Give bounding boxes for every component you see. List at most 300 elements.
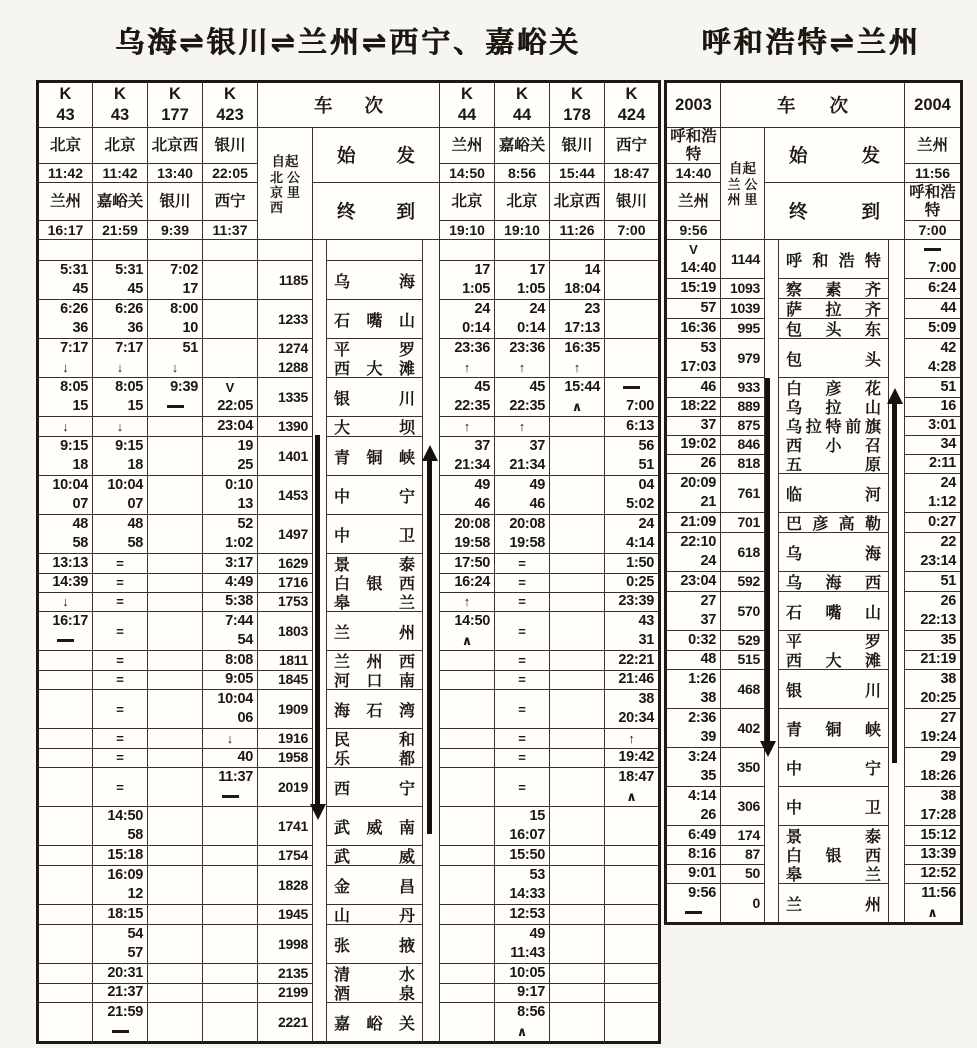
station-char: 石	[366, 702, 383, 720]
station-row	[38, 807, 660, 846]
time-value: 15	[72, 398, 88, 414]
cell-lines	[605, 554, 658, 611]
time-cell	[605, 651, 660, 690]
cell-lines	[495, 240, 549, 260]
time-value: 11:56	[921, 885, 956, 901]
station-name	[327, 592, 422, 611]
time-value: 51	[940, 379, 956, 395]
station-char: 彦	[825, 381, 842, 398]
station-char: 召	[864, 438, 881, 455]
km-label-top: 自起	[729, 161, 756, 176]
arrive-label-cell	[313, 183, 440, 240]
time-value: 1629	[278, 555, 308, 571]
time-value: 20:31	[107, 965, 143, 981]
time-cell	[550, 925, 605, 964]
station-row	[38, 261, 660, 300]
time-value	[148, 554, 202, 573]
time-cell	[440, 515, 495, 554]
station-name-cell	[779, 299, 889, 319]
cell-lines	[550, 807, 604, 845]
cell-lines	[721, 339, 764, 377]
time-value: 8:00	[170, 301, 198, 317]
cell-lines	[203, 846, 257, 865]
cell-lines	[203, 339, 257, 377]
time-cell	[550, 768, 605, 807]
time-value: 45	[127, 281, 143, 297]
time-value: =	[518, 731, 526, 746]
time-value: =	[518, 623, 526, 639]
cell-lines	[667, 670, 720, 708]
time-value	[440, 964, 494, 983]
km-cell	[258, 476, 313, 515]
train-label-cell	[721, 82, 905, 128]
time-cell	[38, 690, 93, 729]
cell-lines	[148, 866, 202, 904]
station-lines	[779, 572, 888, 591]
time-value: 3:17	[225, 555, 253, 571]
gutter-channel	[765, 240, 779, 279]
station-name-cell	[327, 768, 423, 807]
station-char: 白	[786, 381, 803, 398]
time-value: 15:19	[680, 280, 716, 296]
station-lines	[327, 554, 422, 611]
cell-lines	[721, 378, 764, 473]
station-name-cell	[779, 279, 889, 299]
cell-lines	[39, 437, 92, 475]
cell-lines	[93, 437, 147, 475]
time-value: ↓	[39, 592, 92, 611]
station-char: 临	[786, 486, 803, 504]
time-cell	[440, 261, 495, 300]
time-value: 21:59	[107, 1004, 143, 1020]
cell-lines	[93, 690, 147, 728]
station-char: 西	[786, 438, 803, 455]
time-value: 18:22	[667, 397, 720, 416]
time-value: 9:39	[170, 379, 198, 395]
km-label-top: 自起	[271, 153, 299, 169]
time-value: 1274	[278, 340, 308, 356]
cell-lines	[148, 339, 202, 377]
km-cell	[258, 554, 313, 612]
train-number: K 424	[617, 85, 646, 124]
time-value: 31	[638, 632, 654, 648]
time-value: 26	[940, 593, 956, 609]
cell-lines	[550, 846, 604, 865]
station-char: 山	[398, 312, 415, 330]
station-name-cell	[779, 339, 889, 378]
time-value: 24	[638, 516, 654, 532]
dest-time-cell: 11:26	[550, 221, 605, 240]
cell-lines	[148, 437, 202, 475]
cell-lines	[495, 651, 549, 689]
station-name-cell	[779, 572, 889, 592]
station-lines	[779, 787, 888, 825]
station-name	[779, 797, 888, 816]
terminal-dash	[685, 911, 702, 914]
spread-label: 终 到	[337, 201, 415, 222]
station-char: 乌	[786, 400, 803, 417]
cell-lines	[440, 1003, 494, 1041]
time-value	[39, 748, 92, 767]
time-value: 8:05	[60, 379, 88, 395]
time-value: 17:13	[564, 320, 600, 336]
station-name-cell	[779, 474, 889, 513]
time-value: 43	[638, 613, 654, 629]
cell-lines	[605, 240, 658, 260]
time-value: 6:49	[688, 827, 716, 843]
time-value: ∧	[927, 905, 938, 920]
spread-label: 始 发	[337, 145, 415, 166]
cell-lines	[905, 787, 960, 825]
time-value	[605, 378, 658, 397]
time-cell	[440, 437, 495, 476]
gutter-channel	[765, 826, 779, 884]
time-value: 1185	[278, 271, 308, 288]
time-cell	[203, 925, 258, 964]
station-char: 清	[334, 967, 351, 984]
cell-lines	[258, 925, 312, 963]
cell-lines	[203, 240, 257, 260]
km-cell	[258, 417, 313, 437]
time-cell	[203, 300, 258, 339]
left-table-title: 乌海⇌银川⇌兰州⇌西宁、嘉峪关	[115, 27, 581, 59]
station-name-cell	[327, 554, 423, 612]
cell-lines	[605, 1003, 658, 1041]
cell-lines	[39, 651, 92, 689]
time-cell	[495, 690, 550, 729]
station-lines	[779, 884, 888, 922]
cell-lines	[440, 690, 494, 728]
left-timetable	[36, 80, 661, 1044]
dest-time-cell: 7:00	[605, 221, 660, 240]
station-char: 宁	[398, 488, 415, 506]
station-char: 呼	[786, 252, 803, 270]
cell-lines	[39, 866, 92, 904]
time-cell	[550, 866, 605, 905]
time-value: 1:12	[928, 494, 956, 510]
time-value: 22:10	[680, 534, 716, 550]
time-cell	[440, 612, 495, 651]
station-name	[327, 748, 422, 767]
train-number: K 43	[110, 85, 130, 124]
time-value: V	[225, 380, 235, 395]
time-value	[148, 964, 202, 983]
time-cell	[905, 748, 962, 787]
station-name-cell	[779, 670, 889, 709]
cell-lines	[148, 417, 202, 436]
cell-lines	[605, 729, 658, 767]
time-value: 23:04	[217, 418, 253, 434]
time-value	[440, 748, 494, 767]
station-char: 湾	[398, 702, 415, 720]
time-value: 4:49	[203, 573, 257, 592]
spread-label: 始 发	[789, 145, 880, 166]
time-value: 23:14	[920, 553, 956, 569]
time-cell	[605, 612, 660, 651]
cell-lines	[203, 866, 257, 904]
station-char: 中	[786, 799, 803, 817]
train-number: 2003	[675, 95, 712, 114]
time-value: 8:05	[115, 379, 143, 395]
km-cell	[258, 378, 313, 417]
time-cell	[605, 339, 660, 378]
time-value: 19:42	[605, 748, 658, 767]
time-cell	[93, 554, 148, 612]
time-value: 15:50	[509, 847, 545, 863]
origin-station-cell: 兰州	[440, 128, 495, 164]
time-value: 45	[72, 281, 88, 297]
depart-label-cell	[765, 128, 905, 183]
time-cell	[905, 826, 962, 884]
time-cell	[666, 592, 721, 631]
station-row	[666, 299, 962, 319]
time-value: 21:34	[509, 457, 545, 473]
station-char: 河	[334, 673, 351, 690]
station-row	[666, 533, 962, 572]
station-char: 民	[334, 732, 351, 749]
time-value: ↑	[518, 419, 526, 434]
station-name-cell	[779, 884, 889, 924]
time-value: 23	[584, 301, 600, 317]
time-value: 1144	[730, 250, 760, 267]
station-name	[779, 864, 888, 883]
time-value: 0:32	[688, 632, 716, 648]
dest-station-cell: 银川	[148, 183, 203, 221]
time-value: 10:04	[217, 691, 253, 707]
km-cell	[721, 513, 765, 533]
time-value: 1093	[730, 280, 760, 296]
station-char: 前	[845, 419, 862, 436]
station-char: 中	[334, 488, 351, 506]
time-value	[148, 748, 202, 767]
time-value: 21:34	[454, 457, 490, 473]
station-name-cell	[327, 964, 423, 1003]
time-value: 24	[700, 553, 716, 569]
terminal-dash	[57, 639, 74, 642]
time-cell	[495, 612, 550, 651]
station-char: 武	[334, 849, 351, 866]
time-value: 1:02	[225, 535, 253, 551]
cell-lines	[258, 690, 312, 728]
station-name	[779, 319, 888, 338]
cell-lines	[721, 299, 764, 318]
cell-lines	[605, 300, 658, 338]
time-cell	[905, 709, 962, 748]
station-row	[38, 905, 660, 925]
time-cell	[550, 846, 605, 866]
time-value: 53	[700, 340, 716, 356]
gutter-channel	[889, 279, 905, 299]
cell-lines	[203, 964, 257, 1002]
cell-lines	[667, 884, 720, 922]
station-char: 都	[398, 751, 415, 768]
cell-lines	[258, 437, 312, 475]
time-value: 15:12	[920, 827, 956, 843]
station-name	[779, 758, 888, 777]
cell-lines	[440, 846, 494, 865]
cell-lines	[203, 690, 257, 728]
cell-lines	[258, 515, 312, 553]
gutter-channel	[423, 846, 440, 866]
time-value: 24	[474, 301, 490, 317]
cell-lines	[203, 925, 257, 963]
train-number-cell	[550, 82, 605, 128]
time-value: 761	[737, 484, 760, 501]
cell-lines	[667, 787, 720, 825]
cell-lines	[605, 807, 658, 845]
station-name-cell	[327, 925, 423, 964]
time-cell	[38, 612, 93, 651]
time-value: 1845	[258, 670, 312, 689]
time-value: 570	[737, 602, 760, 619]
station-name-cell	[327, 690, 423, 729]
cell-lines	[605, 964, 658, 1002]
time-value: 22	[940, 534, 956, 550]
station-row	[666, 279, 962, 299]
time-value: =	[495, 592, 549, 611]
time-value: 3:24	[688, 749, 716, 765]
station-char: 中	[786, 760, 803, 778]
cell-lines	[905, 513, 960, 532]
cell-lines	[605, 476, 658, 514]
time-cell	[148, 866, 203, 905]
time-value: 18:15	[107, 906, 143, 922]
station-lines	[327, 437, 422, 475]
station-row	[38, 417, 660, 437]
time-value: 21:19	[905, 650, 960, 669]
cell-lines	[605, 925, 658, 963]
time-value: 42	[940, 340, 956, 356]
right-timetable	[664, 80, 963, 925]
time-value: 21:37	[93, 983, 147, 1002]
km-cell	[721, 592, 765, 631]
time-value: 0:27	[928, 514, 956, 530]
up-direction-arrow	[427, 452, 432, 834]
station-char: 西	[334, 361, 351, 378]
cell-lines	[39, 261, 92, 299]
time-value: 34	[905, 435, 960, 454]
cell-lines	[495, 768, 549, 806]
time-value: =	[495, 573, 549, 592]
time-cell	[203, 807, 258, 846]
time-cell	[495, 437, 550, 476]
station-char: 特	[825, 419, 842, 436]
cell-lines	[93, 1003, 147, 1041]
station-name	[327, 846, 422, 865]
cell-lines	[721, 533, 764, 571]
gutter-channel	[889, 826, 905, 884]
cell-lines	[39, 729, 92, 767]
time-value: 14:50	[454, 613, 490, 629]
cell-lines	[605, 261, 658, 299]
cell-lines	[203, 612, 257, 650]
time-cell	[550, 807, 605, 846]
cell-lines	[258, 768, 312, 806]
station-name	[779, 349, 888, 368]
station-row	[666, 631, 962, 670]
cell-lines	[605, 417, 658, 436]
time-value: 14	[584, 262, 600, 278]
dest-station-cell: 嘉峪关	[93, 183, 148, 221]
cell-lines	[495, 476, 549, 514]
time-value: 5:31	[115, 262, 143, 278]
km-label-columns	[258, 170, 312, 215]
time-value	[440, 651, 494, 670]
cell-lines	[258, 964, 312, 1002]
station-name	[327, 670, 422, 689]
station-char: 张	[334, 937, 351, 955]
time-cell	[495, 554, 550, 612]
time-value: 16:35	[564, 340, 600, 356]
time-value: 17:50	[454, 555, 490, 571]
time-cell	[93, 964, 148, 1003]
origin-station-cell: 嘉峪关	[495, 128, 550, 164]
gutter-channel	[423, 417, 440, 437]
time-cell	[203, 690, 258, 729]
station-name	[779, 299, 888, 318]
time-value: 0:14	[517, 320, 545, 336]
station-char: 南	[398, 819, 415, 837]
cell-lines	[258, 846, 312, 865]
cell-lines	[93, 651, 147, 689]
station-lines	[779, 709, 888, 747]
time-value: 10:05	[509, 965, 545, 981]
time-value: 18	[72, 457, 88, 473]
gutter-channel	[423, 905, 440, 925]
station-char: 景	[786, 829, 803, 846]
header-train-numbers-row	[666, 82, 962, 128]
station-lines	[327, 846, 422, 865]
time-value: 16:36	[680, 320, 716, 336]
cell-lines	[148, 1003, 202, 1041]
time-value: 56	[638, 438, 654, 454]
station-name	[779, 454, 888, 473]
station-char: 海	[398, 273, 415, 291]
km-unit-label-cell	[258, 128, 313, 240]
time-value: 2:36	[688, 710, 716, 726]
km-cell	[721, 572, 765, 592]
time-cell	[495, 807, 550, 846]
time-value	[148, 729, 202, 748]
station-lines	[779, 592, 888, 630]
cell-lines	[495, 300, 549, 338]
time-value	[550, 729, 604, 748]
cell-lines	[39, 476, 92, 514]
time-value	[203, 983, 257, 1002]
time-value	[440, 983, 494, 1002]
time-cell	[38, 905, 93, 925]
train-number-cell	[93, 82, 148, 128]
cell-lines	[605, 515, 658, 553]
time-value: ↓	[62, 419, 69, 434]
spread-label: 终 到	[789, 201, 880, 222]
station-row	[666, 748, 962, 787]
station-row	[666, 572, 962, 592]
cell-lines	[721, 787, 764, 825]
station-char: 泉	[398, 986, 415, 1003]
station-name-cell	[327, 515, 423, 554]
cell-lines	[495, 554, 549, 611]
time-value	[148, 573, 202, 592]
time-cell	[550, 378, 605, 417]
station-row	[38, 339, 660, 378]
cell-lines	[440, 768, 494, 806]
time-value	[148, 670, 202, 689]
station-name-cell	[779, 826, 889, 884]
cell-lines	[93, 515, 147, 553]
cell-lines	[550, 866, 604, 904]
time-cell	[495, 300, 550, 339]
